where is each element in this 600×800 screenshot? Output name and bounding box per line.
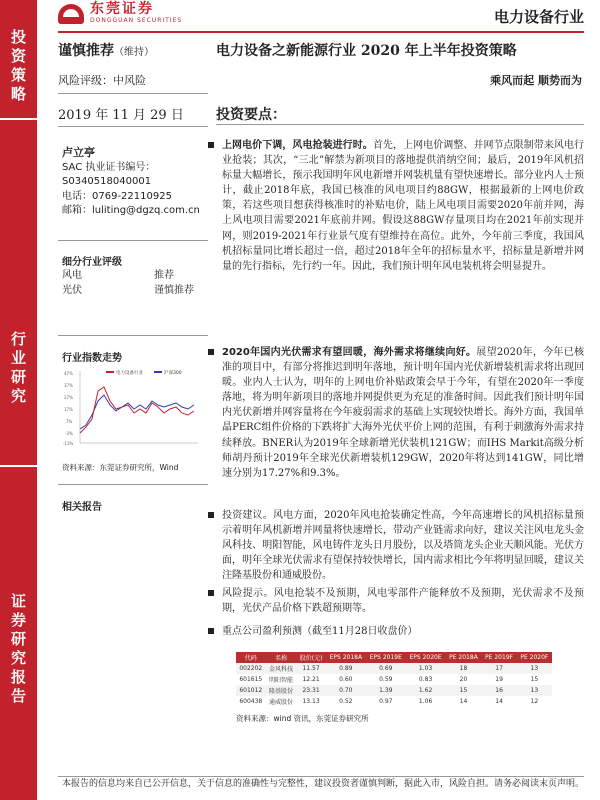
analyst-phone: 电话：0769-22110925 xyxy=(62,190,172,202)
report-date: 2019 年 11 月 29 日 xyxy=(58,108,184,123)
y-tick: 7% xyxy=(66,419,73,424)
brand-name-en: DONGGUAN SECURITIES xyxy=(90,17,183,24)
report-subtitle: 乘风而起 顺势而为 xyxy=(490,74,582,87)
y-tick: 17% xyxy=(64,407,73,412)
brand-name: 东莞证券 xyxy=(90,1,154,17)
index-chart-title: 行业指数走势 xyxy=(62,353,122,364)
side-label-report: 证 券 研 究 报 告 xyxy=(10,592,26,705)
industry-label: 电力设备行业 xyxy=(493,8,584,26)
related-reports-title: 相关报告 xyxy=(62,502,102,513)
table-row: 601012 隆基股份 23.31 0.70 1.39 1.62 15 16 13 xyxy=(236,685,552,696)
legend-label: 沪深300 xyxy=(164,371,182,376)
paragraph: 重点公司盈利预测（截至11月28日收盘价） xyxy=(222,624,584,639)
bullet-icon xyxy=(208,142,214,148)
brand-logo xyxy=(58,2,182,25)
paragraph: 上网电价下调，风电抢装进行时。首先，上网电价调整、并网节点限制带来风电行业抢装；其次，“三北”解禁为新项目的落地提供消纳空间；最后，2019年风机招标量大幅增长，预示我国明年风电新增并网装机量有望快速增长。部分业内人士预计，截止2018年底，我国已核准的风电项目约88GW，根据最新的上网电价政策，若这些项目想获得核准时的补贴电价，陆上风电项目需要2020年前并网，海上风电项目需要2021年底前并网。假设这88GW存量项目均在2021年前实现并网，则2019-2021年行业景气度有望维持在高位。此外，今年前三季度，我国风机招标量同比增长超过一倍，超过2018年全年的招标量水平，招标量是新增并网量的先行指标，先行约一年。因此，我们预计明年风电装机将会明显提升。 xyxy=(222,138,584,274)
table-header-row: 代码 名称 股价(元) EPS 2018A EPS 2019E EPS 2020E PE 2018A PE 2019F PE 2020F xyxy=(236,652,552,663)
analyst-name: 卢立亭 xyxy=(62,146,95,159)
legend-label: 电力设备行业 xyxy=(116,371,143,376)
side-label-strategy: 投 资 策 略 xyxy=(10,28,26,103)
footer-disclaimer: 本报告的信息均来自已公开信息，关于信息的准确性与完整性，建议投资者谨慎判断，据此入市，风险自担。请务必阅读末页声明。 xyxy=(62,779,585,789)
analyst-info xyxy=(62,146,200,219)
report-title: 电力设备之新能源行业 2020 年上半年投资策略 xyxy=(216,43,517,59)
sub-ratings-title: 细分行业评级 xyxy=(62,257,122,268)
table-row: 601615 明阳智能 12.21 0.60 0.59 0.83 20 19 15 xyxy=(239,676,539,684)
divider xyxy=(58,484,208,485)
bullet-icon xyxy=(208,590,214,596)
side-divider xyxy=(0,118,37,120)
key-points-title: 投资要点： xyxy=(216,107,286,123)
table-row: 600438 通威股份 13.13 0.52 0.97 1.06 14 14 12 xyxy=(239,698,539,706)
paragraph: 风险提示。风电抢装不及预期，风电零部件产能释放不及预期，光伏需求不及预期，光伏产品价格下跌超预期等。 xyxy=(222,586,584,616)
side-label-research: 行 业 研 究 xyxy=(10,330,26,405)
sub-ratings-table xyxy=(62,268,194,298)
y-tick: 37% xyxy=(64,383,73,388)
y-tick: -13% xyxy=(63,441,74,446)
header-rule xyxy=(58,31,584,33)
risk-level: 风险评级：中风险 xyxy=(58,74,146,87)
bullet-icon xyxy=(208,628,214,634)
footer-rule xyxy=(58,776,584,777)
series-line-industry xyxy=(80,387,194,433)
paragraph: 投资建议。风电方面，2020年风电抢装确定性高，今年高速增长的风机招标量预示着明年风机新增并网量将快速增长，带动产业链需求向好，建议关注风电龙头金风科技、明阳智能，风电铸件龙头日月股份，以及塔筒龙头企业天顺风能。光伏方面，明年全球光伏需求有望保持较快增长，国内需求相比今年将明显回暖，建议关注隆基股份和通威股份。 xyxy=(222,508,584,583)
side-divider xyxy=(0,465,37,467)
table-row: 光伏 谨慎推荐 xyxy=(62,285,194,296)
y-tick: 27% xyxy=(64,395,73,400)
forecast-table xyxy=(236,652,552,724)
analyst-email: 邮箱：luliting@dgzq.com.cn xyxy=(62,205,200,216)
y-tick: -3% xyxy=(65,431,73,436)
analyst-cert-label: SAC 执业证书编号： xyxy=(62,161,156,173)
bullet-icon xyxy=(208,349,214,355)
y-tick: 47% xyxy=(64,371,73,376)
legend-swatch xyxy=(106,371,114,373)
divider xyxy=(58,126,208,127)
logo-icon xyxy=(58,4,84,24)
chart-source: 资料来源：东莞证券研究所，Wind xyxy=(62,463,179,472)
table-row: 风电 推荐 xyxy=(62,270,174,281)
divider xyxy=(58,240,208,241)
divider xyxy=(58,335,208,336)
divider xyxy=(216,124,584,125)
paragraph: 2020年国内光伏需求有望回暖，海外需求将继续向好。展望2020年，今年已核准的项目中，有部分将推迟到明年落地，预计明年国内光伏新增装机需求将出现回暖。业内人士认为，明年的上网电价补贴政策会早于今年，有望在2020年一季度落地，将为明年新项目的落地并网提供更为充足的准备时间。因此我们预计明年国内光伏新增并网容量将在今年疲弱需求的基础上实现较快增长。海外方面，我国单晶PERC组件价格的下跌将扩大海外光伏平价上网的范围，有利于刺激海外需求持续释放。BNER认为2019年全球新增光伏装机121GW；而IHS Markit高级分析师胡丹预计2019年全球光伏新增装机129GW，2020年将达到141GW，同比增速分别为17.27%和9.3%。 xyxy=(222,345,584,481)
table-source: 资料来源：wind 资讯，东莞证券研究所 xyxy=(236,714,369,723)
series-line-hs300 xyxy=(80,395,194,429)
table-row: 002202 金风科技 11.57 0.89 0.69 1.03 18 17 13 xyxy=(236,663,552,674)
rating: 谨慎推荐（维持） xyxy=(58,43,154,59)
bullet-icon xyxy=(208,512,214,518)
divider xyxy=(58,93,208,94)
legend-swatch xyxy=(154,371,162,373)
index-trend-chart xyxy=(62,365,202,457)
analyst-cert-no: S0340518040001 xyxy=(62,176,152,187)
